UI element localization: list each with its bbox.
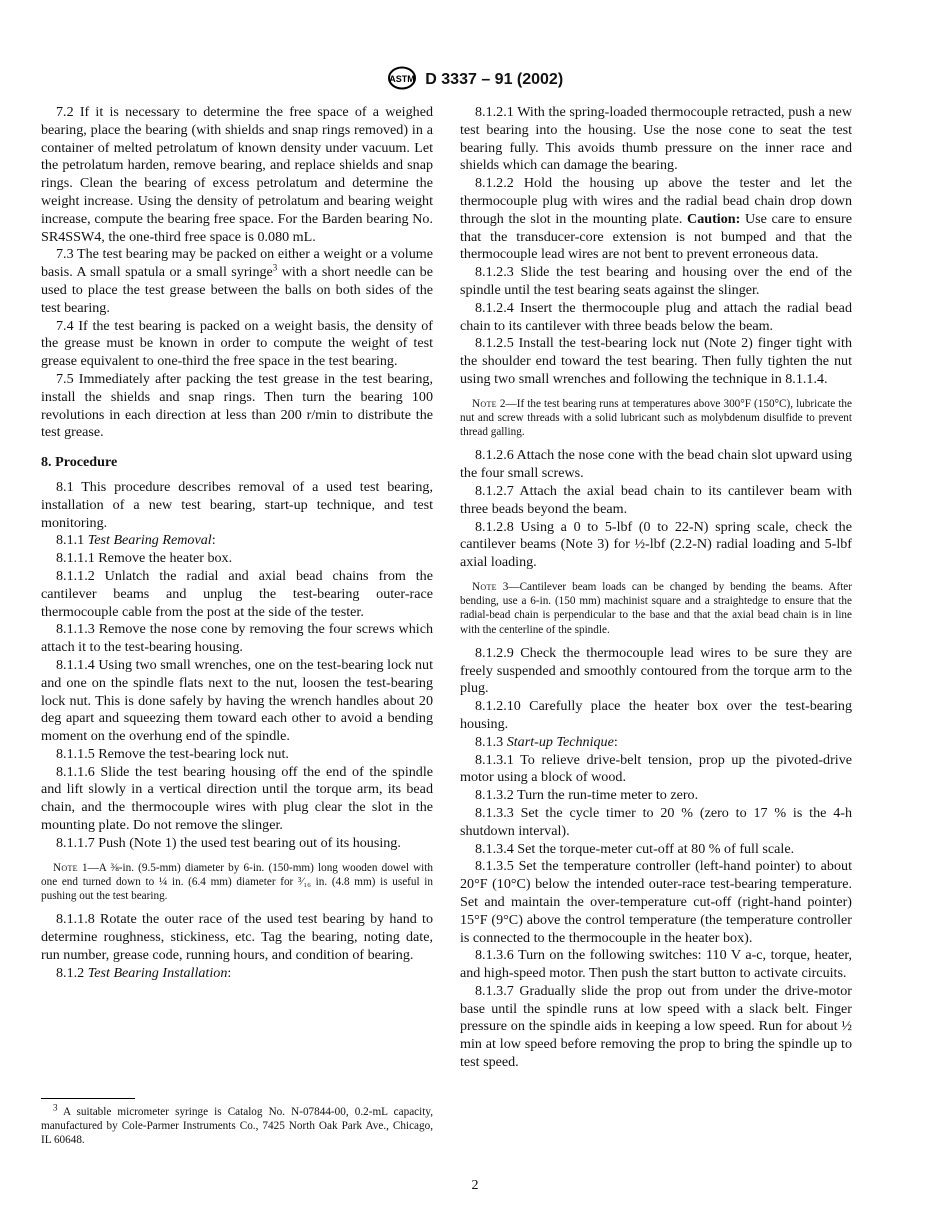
paragraph-7-4: 7.4 If the test bearing is packed on a weight basis, the density of the grease must be known in order to compute the weight of test grease equivalent to one-third the free space in the test bearing. xyxy=(41,317,433,370)
paragraph-8-1-3-7: 8.1.3.7 Gradually slide the prop out from under the drive-motor base until the spindle runs at low speed with a slack belt. Finger pressure on the spindle aids in keeping a low speed. Run for about ½ min at low speed before removing the prop to bring the spindle up to test speed. xyxy=(460,982,852,1071)
paragraph-8-1-3-4: 8.1.3.4 Set the torque-meter cut-off at 80 % of full scale. xyxy=(475,840,795,857)
paragraph-8-1-3-2: 8.1.3.2 Turn the run-time meter to zero. xyxy=(475,787,699,804)
paragraph-8-1-2-9: 8.1.2.9 Check the thermocouple lead wires to be sure they are freely suspended and smoothly contoured from the torque arm to the plug. xyxy=(460,644,852,697)
subheading-8-1-3: 8.1.3 Start-up Technique: xyxy=(475,733,618,750)
note-1: Note 1—A ⅜-in. (9.5-mm) diameter by 6-in. (150-mm) long wooden dowel with one end turned down to ¼ in. (6.4 mm) diameter for ³⁄₁₆ in. (4.8 mm) is useful in pushing out the test bearing. xyxy=(41,861,433,903)
astm-logo-icon xyxy=(387,66,417,90)
paragraph-8-1-1-7: 8.1.1.7 Push (Note 1) the used test bearing out of its housing. xyxy=(56,834,401,851)
footnote-divider xyxy=(41,1098,135,1099)
paragraph-8-1-2-10: 8.1.2.10 Carefully place the heater box over the test-bearing housing. xyxy=(460,698,852,732)
paragraph-7-2: 7.2 If it is necessary to determine the free space of a weighed bearing, place the bearing (with shields and snap rings removed) in a container of melted petrolatum of known density under vacuum. Let the petrolatum harden, remove bearing, and replace shields and snap rings. Clean the bearing of excess petrolatum and determine the weight increase. Using the density of petrolatum and bearing weight increase, compute the bearing free space. For the Barden bearing No. SR4SSW4, the one-third free space is 0.080 mL. xyxy=(41,104,433,245)
paragraph-8-1-1-6: 8.1.1.6 Slide the test bearing housing off the end of the spindle and lift slowly in a vertical direction until the torque arm, its bead chain, and the thermocouple wires with plug clear the slot in the mounting plate. Do not remove the slinger. xyxy=(41,763,433,834)
astm-logo-text: ASTM xyxy=(389,74,415,84)
paragraph-8-1-2-8: 8.1.2.8 Using a 0 to 5-lbf (0 to 22-N) spring scale, check the cantilever beams (Note 3) for ½-lbf (2.2-N) radial loading and 5-lbf axial loading. xyxy=(460,518,852,571)
footnote-ref-3[interactable]: 3 xyxy=(272,262,278,273)
paragraph-7-3: 7.3 The test bearing may be packed on either a weight or a volume basis. A small spatula or a small syringe$^3$ with a short needle can be used to place the test grease between the balls on both sides of the test bearing. xyxy=(41,246,433,316)
standard-designation: D 3337 – 91 (2002) xyxy=(425,71,564,88)
paragraph-8-1-3-6: 8.1.3.6 Turn on the following switches: 110 V a-c, torque, heater, and high-speed motor. Then push the start button to activate circuits. xyxy=(460,947,852,982)
paragraph-8-1-1-5: 8.1.1.5 Remove the test-bearing lock nut. xyxy=(56,745,289,762)
paragraph-8-1-2-7: 8.1.2.7 Attach the axial bead chain to its cantilever beam with three beads beyond the beam. xyxy=(460,482,852,517)
note-3: Note 3—Cantilever beam loads can be changed by bending the beams. After bending, use a 6-in. (150 mm) machinist square and a straightedge to ensure that the radial-bead chain is perpendicular to the base and that the axial bead chain is in line with the centerline of the spindle. xyxy=(460,580,852,636)
paragraph-8-1-2-4: 8.1.2.4 Insert the thermocouple plug and attach the radial bead chain to its cantilever with three beads below the beam. xyxy=(460,299,852,334)
subheading-8-1-2: 8.1.2 Test Bearing Installation: xyxy=(56,964,232,981)
paragraph-8-1: 8.1 This procedure describes removal of a used test bearing, installation of a new test bearing, start-up technique, and test monitoring. xyxy=(41,478,433,531)
paragraph-8-1-2-6: 8.1.2.6 Attach the nose cone with the bead chain slot upward using the four small screws. xyxy=(460,447,852,482)
caution-label: Caution: xyxy=(687,210,741,227)
page-header xyxy=(0,66,950,90)
paragraph-8-1-2-3: 8.1.2.3 Slide the test bearing and housing over the end of the spindle until the test bearing seats against the slinger. xyxy=(460,264,852,298)
page-number: 2 xyxy=(471,1178,479,1193)
left-column xyxy=(41,104,433,982)
paragraph-8-1-3-1: 8.1.3.1 To relieve drive-belt tension, prop up the pivoted-drive motor using a block of wood. xyxy=(460,751,852,786)
paragraph-8-1-1-2: 8.1.1.2 Unlatch the radial and axial bead chains from the cantilever beams and unplug the test-bearing outer-race thermocouple cable from the post at the side of the tester. xyxy=(41,567,433,620)
subheading-8-1-1: 8.1.1 Test Bearing Removal: xyxy=(56,532,216,549)
paragraph-8-1-3-3: 8.1.3.3 Set the cycle timer to 20 % (zero to 17 % is the 4-h shutdown interval). xyxy=(460,804,852,839)
section-heading-procedure: 8. Procedure xyxy=(41,454,118,471)
note-2: Note 2—If the test bearing runs at temperatures above 300°F (150°C), lubricate the nut and screw threads with a solid lubricant such as molybdenum disulfide to prevent thread galling. xyxy=(460,397,852,439)
paragraph-8-1-2-1: 8.1.2.1 With the spring-loaded thermocouple retracted, push a new test bearing into the housing. Use the nose cone to seat the test bearing fully. This avoids thumb pressure on the inner race and shields which can damage the bearing. xyxy=(460,104,852,174)
paragraph-8-1-1-4: 8.1.1.4 Using two small wrenches, one on the test-bearing lock nut and one on the spindle flats next to the nut, loosen the test-bearing lock nut. This is done safely by having the wrench handles about 20 deg apart and squeezing them toward each other to avoid a bending moment on the overhung end of the spindle. xyxy=(41,656,433,745)
paragraph-8-1-3-5: 8.1.3.5 Set the temperature controller (left-hand pointer) to about 20°F (10°C) below the intended outer-race test-bearing temperature. Set and maintain the over-temperature cut-off (right-hand pointer) 15°F (9°C) above the control temperature (the temperature controller is connected to the thermocouple in the heater box). xyxy=(460,858,852,946)
paragraph-7-5: 7.5 Immediately after packing the test grease in the test bearing, install the shields and snap rings. Then turn the bearing 100 revolutions in each direction at less than 200 r/min to distribute the test grease. xyxy=(41,370,433,441)
paragraph-8-1-2-2: 8.1.2.2 Hold the housing up above the tester and let the thermocouple plug with wires and the radial bead chain drop down through the slot in the mounting plate. Caution: Use care to ensure that the transducer-core extension is not bumped and that the thermocouple lead wires are not bent to prevent erroneous data. xyxy=(460,175,853,263)
footnote-3: $^3$ A suitable micrometer syringe is Catalog No. N-07844-00, 0.2-mL capacity, manufactured by Cole-Parmer Instruments Co., 7425 North Oak Park Ave., Chicago, IL 60648. xyxy=(41,1102,433,1146)
footnote-marker: 3 xyxy=(53,1102,58,1113)
paragraph-8-1-1-8: 8.1.1.8 Rotate the outer race of the used test bearing by hand to determine roughness, stickiness, etc. Tag the bearing, noting date, run number, grease code, running hours, and condition of bearing. xyxy=(41,911,433,963)
paragraph-8-1-2-5: 8.1.2.5 Install the test-bearing lock nut (Note 2) finger tight with the shoulder end toward the test bearing. Then fully tighten the nut using two small wrenches and following the technique in 8.1.1.4. xyxy=(460,335,852,387)
right-column xyxy=(460,104,852,1072)
paragraph-8-1-1-3: 8.1.1.3 Remove the nose cone by removing the four screws which attach it to the test-bearing housing. xyxy=(41,621,433,656)
paragraph-8-1-1-1: 8.1.1.1 Remove the heater box. xyxy=(56,550,233,567)
